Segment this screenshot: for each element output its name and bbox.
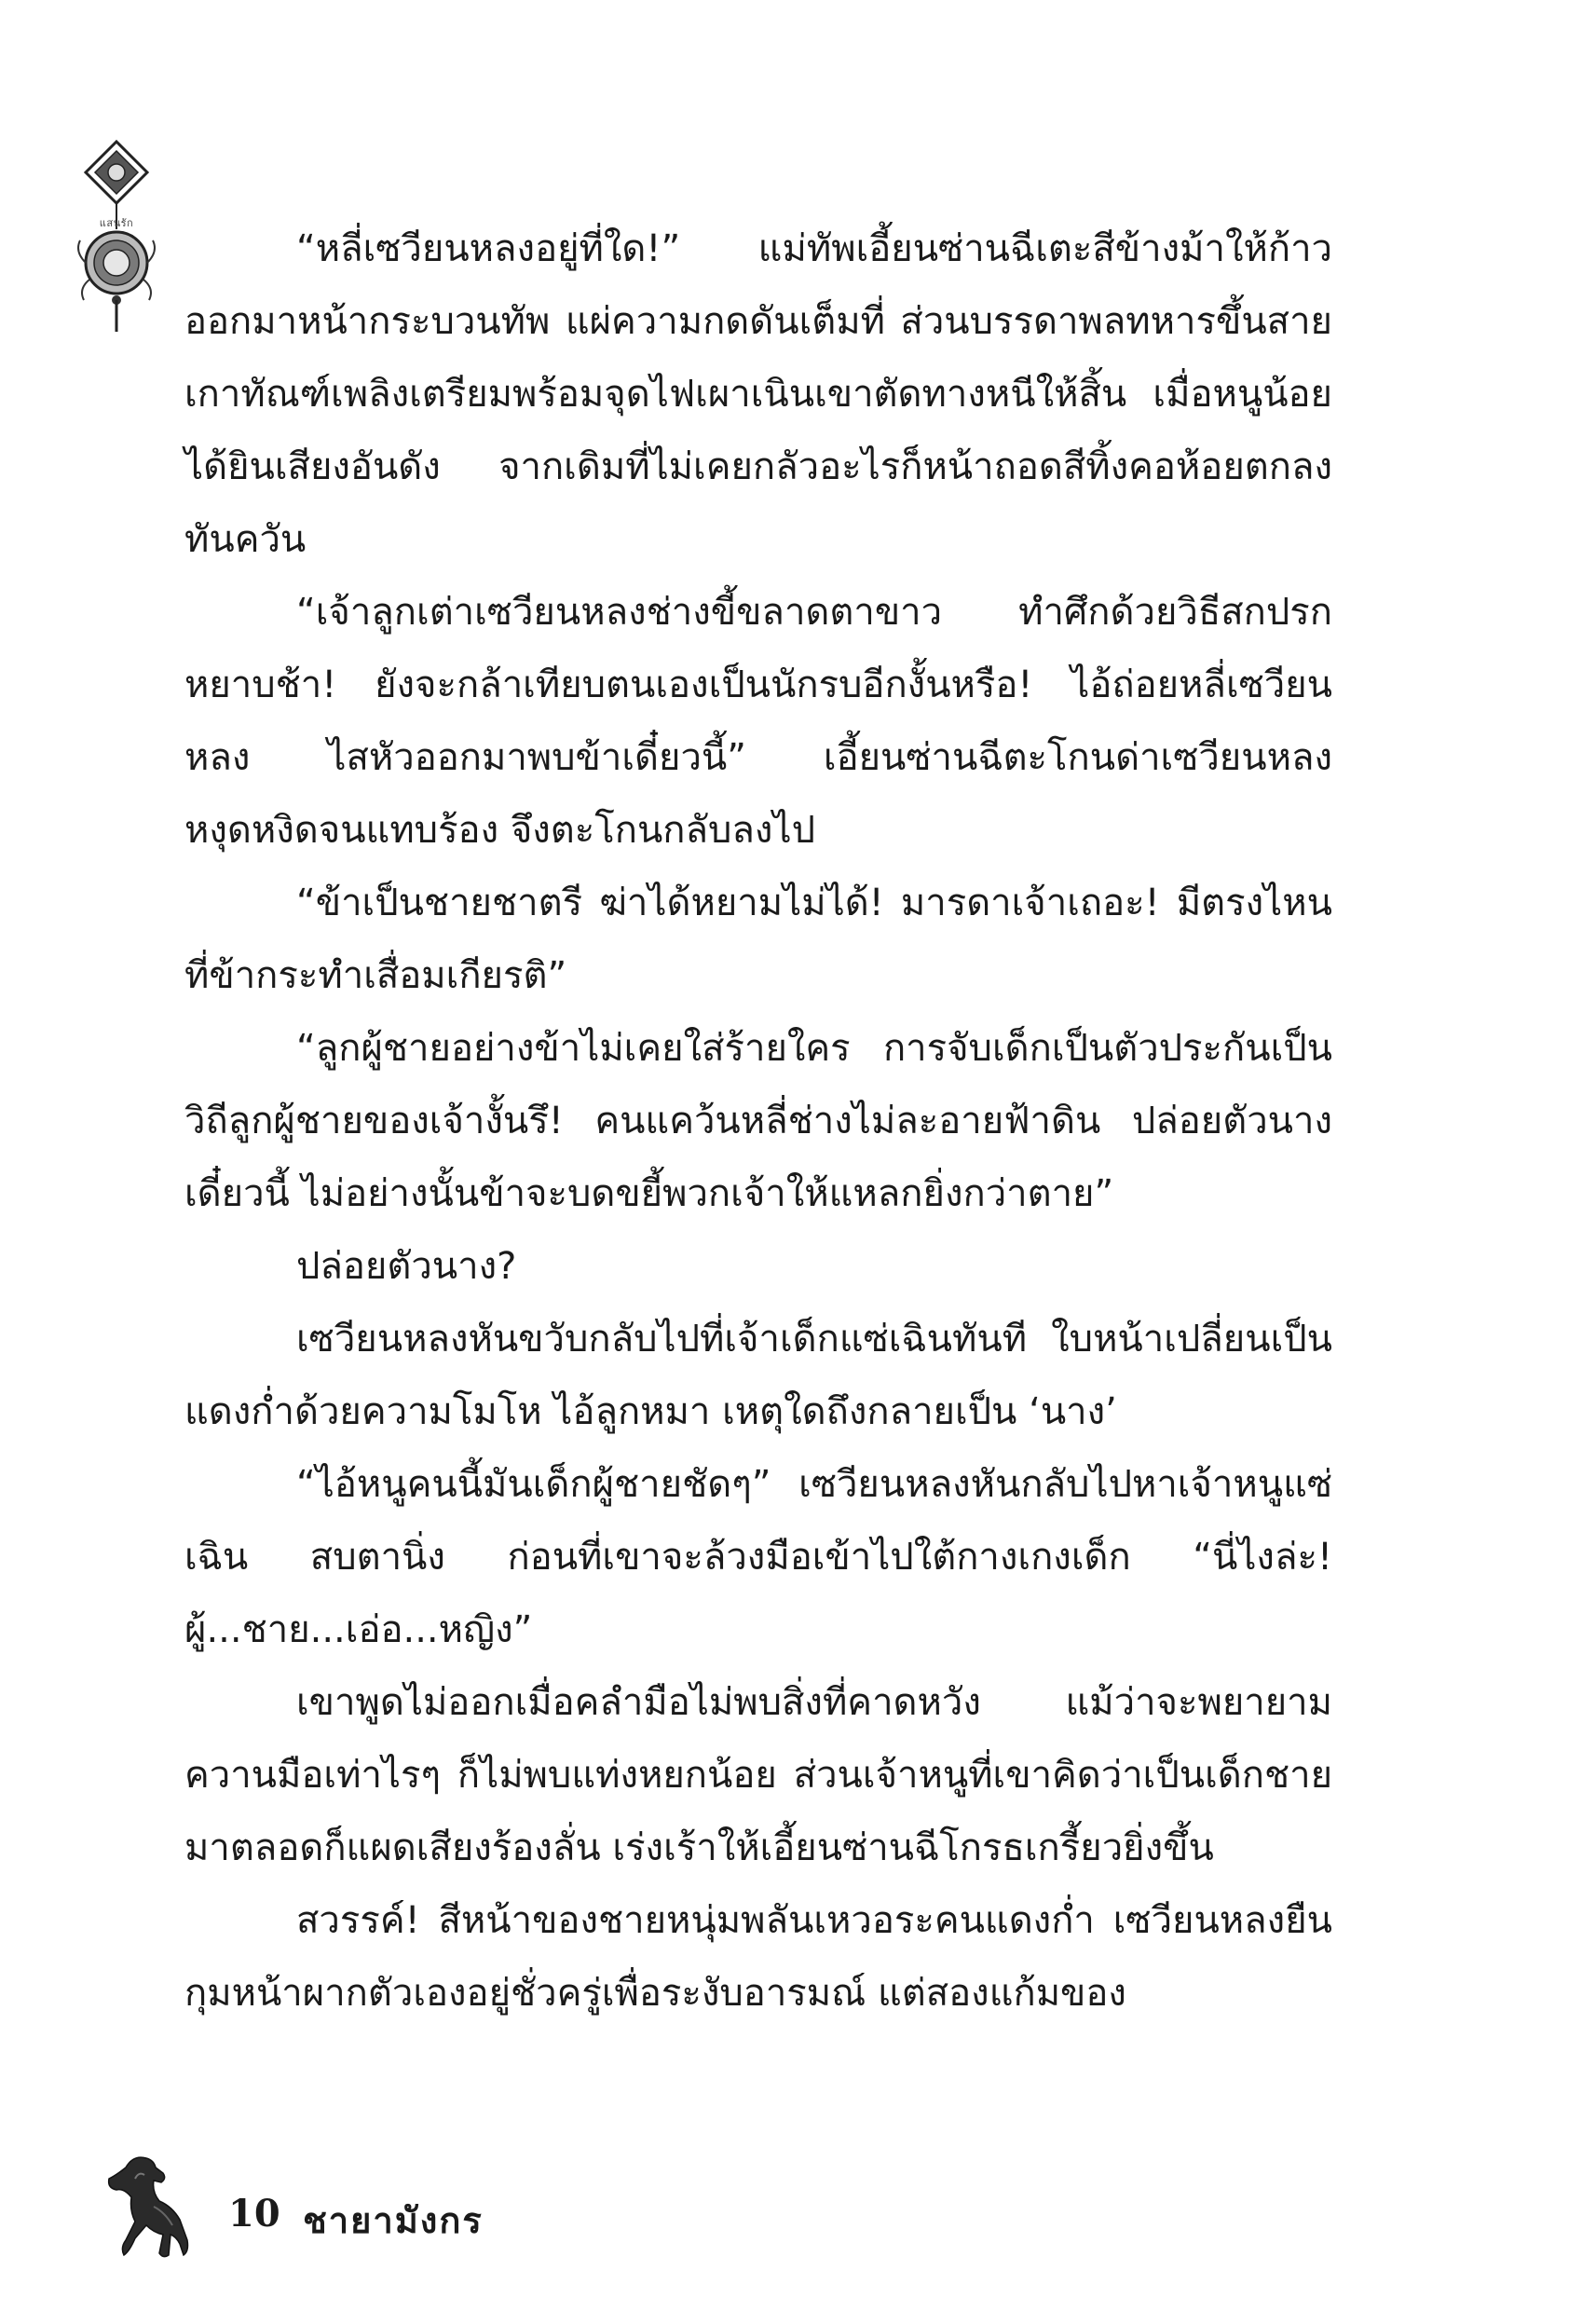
book-title: ชายามังกร — [303, 2199, 484, 2241]
body-text — [184, 212, 1332, 2030]
paragraph: “ลูกผู้ชายอย่างข้าไม่เคยใส่ร้ายใคร การจับเด็กเป็นตัวประกันเป็นวิถีลูกผู้ชายของเจ้างั้นรึ! คนแคว้นหลี่ช่างไม่ละอายฟ้าดิน ปล่อยตัวนางเดี๋ยวนี้ ไม่อย่างนั้นข้าจะบดขยี้พวกเจ้าให้แหลกยิ่งกว่าตาย” — [184, 1027, 1332, 1215]
paragraph: “ไอ้หนูคนนี้มันเด็กผู้ชายชัดๆ” เซวียนหลงหันกลับไปหาเจ้าหนูแซ่เฉิน สบตานิ่ง ก่อนที่เขาจะล้วงมือเข้าไปใต้กางเกงเด็ก “นี่ไงล่ะ! ผู้...ชาย...เอ่อ...หญิง” — [184, 1463, 1332, 1651]
paragraph: “หลี่เซวียนหลงอยู่ที่ใด!” แม่ทัพเอี้ยนซ่านฉีเตะสีข้างม้าให้ก้าวออกมาหน้ากระบวนทัพ แผ่ความกดดันเต็มที่ ส่วนบรรดาพลทหารขึ้นสายเกาทัณฑ์เพลิงเตรียมพร้อมจุดไฟเผาเนินเขาตัดทางหนีให้สิ้น เมื่อหนูน้อยได้ยินเสียงอันดัง จากเดิมที่ไม่เคยกลัวอะไรก็หน้าถอดสีทิ้งคอห้อยตกลงทันควัน — [184, 227, 1332, 561]
page-footer — [98, 2151, 750, 2272]
paragraph: สวรรค์! สีหน้าของชายหนุ่มพลันเหวอระคนแดงก่ำ เซวียนหลงยืนกุมหน้าผากตัวเองอยู่ชั่วครู่เพื่อระงับอารมณ์ แต่สองแก้มของ — [184, 1899, 1332, 2015]
paragraph: “ข้าเป็นชายชาตรี ฆ่าได้หยามไม่ได้! มารดาเจ้าเถอะ! มีตรงไหนที่ข้ากระทำเสื่อมเกียรติ” — [184, 882, 1332, 997]
lantern-ornament-icon — [65, 140, 168, 335]
page-number: 10 — [228, 2192, 280, 2236]
horse-icon — [98, 2151, 200, 2263]
paragraph: ปล่อยตัวนาง? — [296, 1245, 517, 1288]
paragraph: “เจ้าลูกเต่าเซวียนหลงช่างขี้ขลาดตาขาว ทำศึกด้วยวิธีสกปรกหยาบช้า! ยังจะกล้าเทียบตนเองเป็นนักรบอีกงั้นหรือ! ไอ้ถ่อยหลี่เซวียนหลง ไสหัวออกมาพบข้าเดี๋ยวนี้” เอี้ยนซ่านฉีตะโกนด่าเซวียนหลงหงุดหงิดจนแทบร้อง จึงตะโกนกลับลงไป — [184, 591, 1332, 852]
publisher-logo-text: แสนรัก — [99, 217, 134, 229]
paragraph: เซวียนหลงหันขวับกลับไปที่เจ้าเด็กแซ่เฉินทันที ใบหน้าเปลี่ยนเป็นแดงก่ำด้วยความโมโห ไอ้ลูกหมา เหตุใดถึงกลายเป็น ‘นาง’ — [184, 1318, 1332, 1433]
paragraph: เขาพูดไม่ออกเมื่อคลำมือไม่พบสิ่งที่คาดหวัง แม้ว่าจะพยายามควานมือเท่าไรๆ ก็ไม่พบแท่งหยกน้อย ส่วนเจ้าหนูที่เขาคิดว่าเป็นเด็กชายมาตลอดก็แผดเสียงร้องลั่น เร่งเร้าให้เอี้ยนซ่านฉีโกรธเกรี้ยวยิ่งขึ้น — [184, 1681, 1332, 1869]
ornament — [65, 140, 168, 335]
